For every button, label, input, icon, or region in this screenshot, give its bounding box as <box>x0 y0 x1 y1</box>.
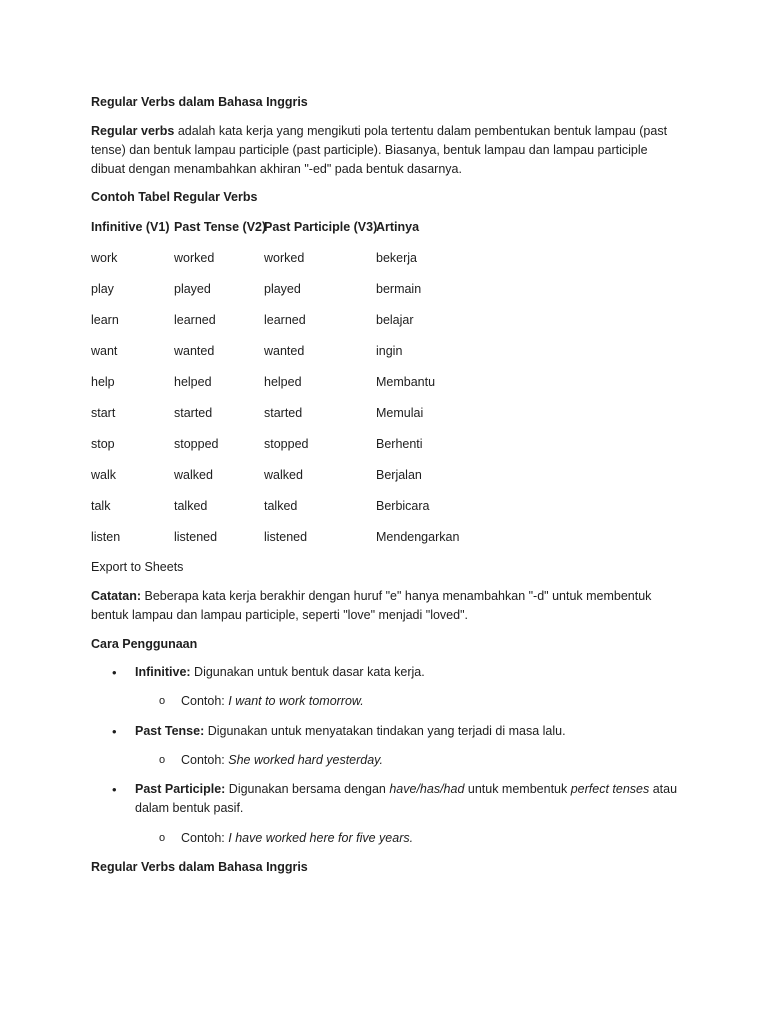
note-text: Beberapa kata kerja berakhir dengan huruf "e" hanya menambahkan "-d" untuk membentuk bentuk lampau dan lampau participle, seperti "love" menjadi "loved". <box>91 589 652 622</box>
usage-example <box>181 692 681 711</box>
document-title: Regular Verbs dalam Bahasa Inggris <box>91 95 308 109</box>
table-cell: played <box>174 282 211 296</box>
table-cell: wanted <box>264 344 305 358</box>
table-cell: help <box>91 375 115 389</box>
table-cell: bermain <box>376 282 422 296</box>
bullet-dot: • <box>112 724 117 739</box>
table-row <box>91 311 511 342</box>
usage-term: Infinitive: <box>135 665 191 679</box>
example-label: Contoh: <box>181 831 229 845</box>
table-header-cell: Infinitive (V1) <box>91 220 170 234</box>
table-cell: walk <box>91 468 117 482</box>
bullet-dot: • <box>112 782 117 797</box>
example-text: I want to work tomorrow. <box>228 694 364 708</box>
table-cell: listened <box>174 530 218 544</box>
table-cell: helped <box>174 375 212 389</box>
usage-example <box>181 751 681 770</box>
example-label: Contoh: <box>181 753 229 767</box>
table-row <box>91 466 511 497</box>
table-cell: stopped <box>174 437 219 451</box>
table-cell: stop <box>91 437 115 451</box>
table-cell: talk <box>91 499 111 513</box>
export-to-sheets-link[interactable]: Export to Sheets <box>91 560 184 574</box>
table-header-cell: Artinya <box>376 220 420 234</box>
usage-item-past-participle <box>135 780 683 818</box>
table-heading: Contoh Tabel Regular Verbs <box>91 190 258 204</box>
table-cell: Mendengarkan <box>376 530 460 544</box>
usage-heading: Cara Penggunaan <box>91 637 198 651</box>
table-cell: played <box>264 282 301 296</box>
table-cell: walked <box>174 468 213 482</box>
table-cell: Berbicara <box>376 499 430 513</box>
table-cell: learned <box>174 313 216 327</box>
example-text: She worked hard yesterday. <box>228 753 383 767</box>
table-header-row <box>91 218 511 249</box>
table-cell: Berhenti <box>376 437 423 451</box>
usage-item-infinitive <box>135 663 695 682</box>
sub-bullet-circle: o <box>159 754 166 766</box>
table-cell: Berjalan <box>376 468 422 482</box>
table-row <box>91 342 511 373</box>
table-cell: ingin <box>376 344 403 358</box>
usage-item-past-tense <box>135 722 695 741</box>
table-row <box>91 249 511 280</box>
usage-desc: Digunakan untuk bentuk dasar kata kerja. <box>190 665 425 679</box>
verb-table <box>91 218 511 559</box>
table-cell: wanted <box>174 344 215 358</box>
table-row <box>91 404 511 435</box>
usage-desc-part: Digunakan bersama dengan <box>225 782 390 796</box>
sub-bullet-circle: o <box>159 695 166 707</box>
table-cell: learn <box>91 313 119 327</box>
table-cell: worked <box>174 251 215 265</box>
bullet-dot: • <box>112 665 117 680</box>
table-header-cell: Past Tense (V2) <box>174 220 267 234</box>
note-label: Catatan: <box>91 589 142 603</box>
usage-term: Past Participle: <box>135 782 226 796</box>
table-cell: Memulai <box>376 406 424 420</box>
table-row <box>91 528 511 559</box>
table-row <box>91 280 511 311</box>
usage-example <box>181 829 681 848</box>
table-row <box>91 373 511 404</box>
table-cell: work <box>91 251 118 265</box>
table-cell: helped <box>264 375 302 389</box>
table-cell: bekerja <box>376 251 417 265</box>
intro-term: Regular verbs <box>91 124 175 138</box>
table-cell: want <box>91 344 118 358</box>
usage-desc-emphasis: have/has/had <box>389 782 465 796</box>
example-text: I have worked here for five years. <box>228 831 414 845</box>
table-row <box>91 497 511 528</box>
usage-desc-part: atau dalam bentuk pasif. <box>135 782 678 815</box>
usage-desc: Digunakan untuk menyatakan tindakan yang terjadi di masa lalu. <box>204 724 566 738</box>
usage-desc-emphasis: perfect tenses <box>570 782 650 796</box>
note-paragraph <box>91 587 681 625</box>
intro-text: adalah kata kerja yang mengikuti pola tertentu dalam pembentukan bentuk lampau (past tense) dan bentuk lampau participle (past participle). Biasanya, bentuk lampau dan lampau participle dibuat dengan menambahkan akhiran "-ed" pada bentuk dasarnya. <box>91 124 668 176</box>
example-label: Contoh: <box>181 694 229 708</box>
table-cell: walked <box>264 468 303 482</box>
usage-desc-part: untuk membentuk <box>464 782 571 796</box>
table-cell: stopped <box>264 437 309 451</box>
table-cell: talked <box>264 499 298 513</box>
table-cell: Membantu <box>376 375 436 389</box>
table-header-cell: Past Participle (V3) <box>264 220 378 234</box>
table-cell: start <box>91 406 116 420</box>
table-row <box>91 435 511 466</box>
table-cell: started <box>174 406 213 420</box>
table-cell: worked <box>264 251 305 265</box>
table-cell: started <box>264 406 303 420</box>
table-cell: listened <box>264 530 308 544</box>
table-cell: learned <box>264 313 306 327</box>
table-cell: belajar <box>376 313 414 327</box>
table-cell: play <box>91 282 114 296</box>
table-cell: talked <box>174 499 208 513</box>
sub-bullet-circle: o <box>159 832 166 844</box>
intro-paragraph <box>91 122 681 179</box>
usage-term: Past Tense: <box>135 724 205 738</box>
table-cell: listen <box>91 530 121 544</box>
footer-title: Regular Verbs dalam Bahasa Inggris <box>91 860 308 874</box>
